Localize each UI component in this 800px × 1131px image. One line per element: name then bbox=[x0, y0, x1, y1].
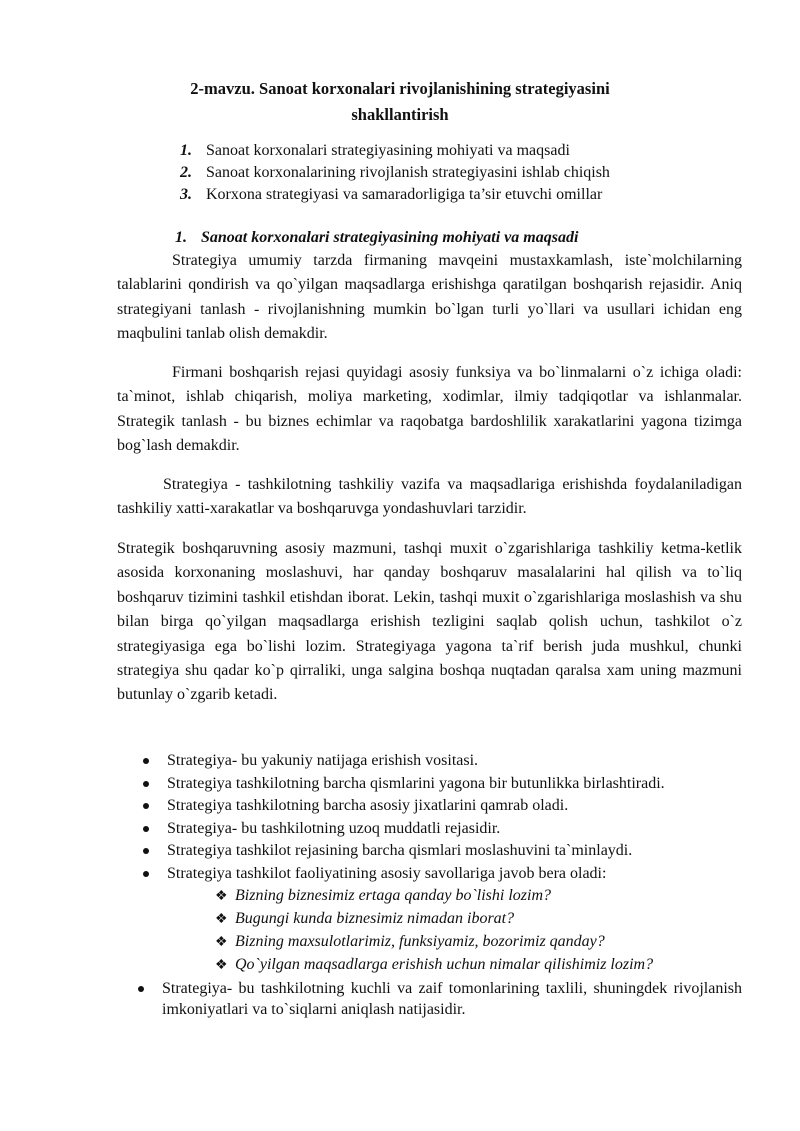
list-item bbox=[140, 840, 742, 861]
outline-text: Korxona strategiyasi va samaradorligiga ta’sir etuvchi omillar bbox=[206, 186, 603, 203]
bullet-list bbox=[140, 750, 742, 1022]
bullet-icon bbox=[138, 986, 144, 992]
list-item bbox=[140, 750, 742, 771]
outline-text: Sanoat korxonalarining rivojlanish strategiyasini ishlab chiqish bbox=[206, 164, 610, 181]
topic-outline bbox=[180, 140, 740, 206]
sub-list-item bbox=[215, 931, 742, 954]
sub-list-item bbox=[215, 954, 742, 977]
list-item-text: Strategiya tashkilotning barcha qismlarini yagona bir butunlikka birlashtiradi. bbox=[167, 774, 665, 792]
sub-list-item-text: Bizning maxsulotlarimiz, funksiyamiz, bozorimiz qanday? bbox=[235, 933, 605, 950]
section-number: 1. bbox=[175, 229, 187, 246]
diamond-ornament-icon: ❖ bbox=[215, 912, 228, 927]
sub-list-item-text: Qo`yilgan maqsadlarga erishish uchun nimalar qilishimiz lozim? bbox=[235, 956, 654, 973]
paragraph: Strategiya - tashkilotning tashkiliy vazifa va maqsadlariga erishishda foydalaniladigan tashkiliy xatti-xarakatlar va boshqaruvga yondashuvlari tarzidir. bbox=[117, 476, 742, 518]
list-item-text: Strategiya tashkilot faoliyatining asosiy savollariga javob bera oladi: bbox=[167, 864, 607, 882]
list-item bbox=[135, 978, 742, 1020]
diamond-ornament-icon: ❖ bbox=[215, 889, 228, 904]
paragraph: Strategik boshqaruvning asosiy mazmuni, tashqi muxit o`zgarishlariga tashkiliy ketma-ketlik asosida korxonaning moslashuvi, har qanday boshqaruv masalalarini hal qilish va to`liq boshqaruv tizimini tashkil etishdan iborat. Lekin, tashqi muxit o`zgarishlariga moslashish va shu bilan birga qo`yilgan maqsadlarga erishish tezligini saqlab qolish uchun, tashkilot o`z strategiyasiga ega bo`lishi lozim. Strategiyaga yagona ta`rif berish juda mushkul, chunki strategiya shu qadar ko`p qirraliki, unga salgina boshqa nuqtadan qaralsa xam uning mazmuni butunlay o`zgarib ketadi. bbox=[117, 540, 742, 704]
section-heading-text: Sanoat korxonalari strategiyasining mohiyati va maqsadi bbox=[201, 229, 579, 246]
sub-bullet-list bbox=[0, 885, 742, 977]
list-item-text: Strategiya tashkilotning barcha asosiy jixatlarini qamrab oladi. bbox=[167, 797, 569, 814]
bullet-icon bbox=[143, 871, 149, 877]
sub-list-item-text: Bizning biznesimiz ertaga qanday bo`lishi lozim? bbox=[235, 887, 551, 904]
sub-list-item-text: Bugungi kunda biznesimiz nimadan iborat? bbox=[235, 910, 515, 927]
title-line-2: shakllantirish bbox=[351, 105, 449, 124]
bullet-icon bbox=[143, 758, 149, 764]
document-title bbox=[140, 76, 660, 128]
list-item-text: Strategiya- bu tashkilotning uzoq muddatli rejasidir. bbox=[167, 819, 501, 837]
list-item bbox=[140, 863, 742, 884]
bullet-icon bbox=[143, 803, 149, 809]
paragraph: Firmani boshqarish rejasi quyidagi asosiy funksiya va bo`linmalarni o`z ichiga oladi: ta`minot, ishlab chiqarish, moliya marketing, xodimlar, ilmiy tadqiqotlar va ishlanmalar. Strategik tanlash - bu biznes echimlar va raqobatga bardoshlilik xarakatlarini yagona tizimga bog`lash demakdir. bbox=[117, 364, 742, 455]
list-item-text: Strategiya- bu tashkilotning kuchli va zaif tomonlarining taxlili, shuningdek rivojlanish imkoniyatlari va to`siqlarni aniqlash natijasidir. bbox=[162, 980, 742, 1018]
sub-list-item bbox=[215, 908, 742, 931]
outline-item bbox=[180, 184, 740, 206]
sub-list-item bbox=[215, 885, 742, 908]
outline-number: 3. bbox=[180, 186, 192, 203]
list-item bbox=[140, 818, 742, 839]
section-heading bbox=[175, 228, 735, 248]
list-item-text: Strategiya tashkilot rejasining barcha qismlari moslashuvini ta`minlaydi. bbox=[167, 842, 633, 859]
list-item bbox=[140, 795, 742, 816]
outline-number: 2. bbox=[180, 164, 192, 181]
paragraph: Strategiya umumiy tarzda firmaning mavqeini mustaxkamlash, iste`molchilarning talablarini qondirish va qo`yilgan maqsadlarga erishishga qaratilgan boshqarish rejasidir. Aniq strategiyani tanlash - rivojlanishning mumkin bo`lgan turli yo`llari va usullari ichidan eng maqbulini tanlab olish demakdir. bbox=[117, 252, 742, 343]
diamond-ornament-icon: ❖ bbox=[215, 958, 228, 973]
outline-number: 1. bbox=[180, 142, 192, 159]
outline-item bbox=[180, 162, 740, 184]
bullet-icon bbox=[143, 848, 149, 854]
list-item-text: Strategiya- bu yakuniy natijaga erishish vositasi. bbox=[167, 752, 479, 769]
bullet-icon bbox=[143, 781, 149, 787]
title-line-1: 2-mavzu. Sanoat korxonalari rivojlanishining strategiyasini bbox=[190, 79, 610, 98]
diamond-ornament-icon: ❖ bbox=[215, 935, 228, 950]
outline-text: Sanoat korxonalari strategiyasining mohiyati va maqsadi bbox=[206, 142, 570, 159]
bullet-icon bbox=[143, 826, 149, 832]
list-item bbox=[140, 773, 742, 794]
outline-item bbox=[180, 140, 740, 162]
